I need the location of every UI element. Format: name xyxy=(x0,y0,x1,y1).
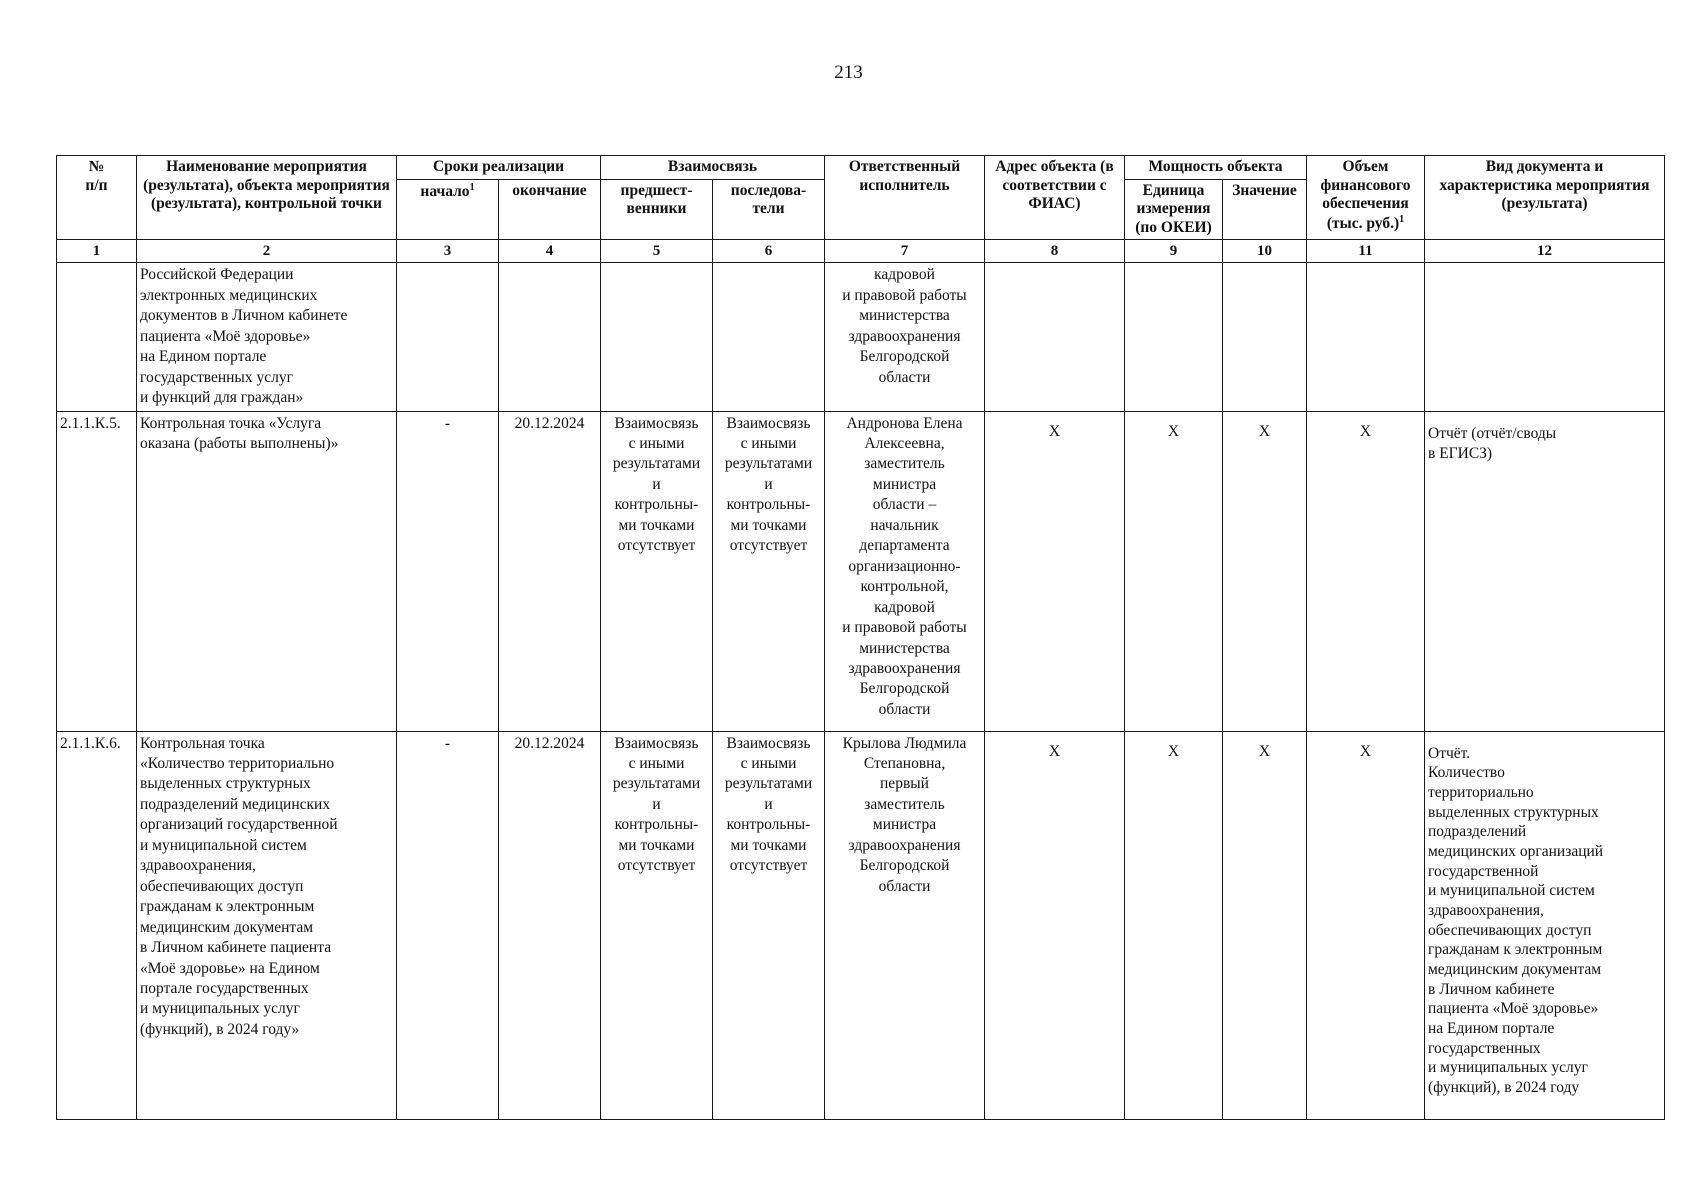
row-address xyxy=(985,263,1125,411)
row-predecessors: Взаимосвязь с иными результатами и контрольны- ми точками отсутствует xyxy=(601,411,713,731)
header-group-link: Взаимосвязь xyxy=(601,156,825,180)
table-row xyxy=(57,411,1665,731)
row-name: Российской Федерации электронных медицинских документов в Личном кабинете пациента «Моё здоровье» на Едином портале государственных услуг и функций для граждан» xyxy=(137,263,397,411)
header-group-dates: Сроки реализации xyxy=(397,156,601,180)
page-number: 213 xyxy=(834,62,863,83)
header-predecessors: предшест- венники xyxy=(601,179,713,240)
row-predecessors xyxy=(601,263,713,411)
row-predecessors: Взаимосвязь с иными результатами и контрольны- ми точками отсутствует xyxy=(601,731,713,1119)
header-unit: Единица измерения (по ОКЕИ) xyxy=(1125,179,1223,240)
row-successors: Взаимосвязь с иными результатами и контрольны- ми точками отсутствует xyxy=(713,411,825,731)
header-row-1 xyxy=(57,156,1665,180)
header-successors: последова- тели xyxy=(713,179,825,240)
row-financing xyxy=(1307,263,1425,411)
header-name: Наименование мероприятия (результата), объекта мероприятия (результата), контрольной точки xyxy=(137,156,397,240)
col-number: 12 xyxy=(1425,240,1665,263)
col-number: 9 xyxy=(1125,240,1223,263)
row-unit: Х xyxy=(1125,731,1223,1119)
row-start xyxy=(397,263,499,411)
header-address: Адрес объекта (в соответствии с ФИАС) xyxy=(985,156,1125,240)
row-value xyxy=(1223,263,1307,411)
table-row xyxy=(57,263,1665,411)
row-successors xyxy=(713,263,825,411)
row-end xyxy=(499,263,601,411)
col-number: 7 xyxy=(825,240,985,263)
row-document: Отчёт (отчёт/своды в ЕГИСЗ) xyxy=(1425,411,1665,731)
row-unit xyxy=(1125,263,1223,411)
row-financing: Х xyxy=(1307,411,1425,731)
col-number: 11 xyxy=(1307,240,1425,263)
header-end: окончание xyxy=(499,179,601,240)
col-number: 5 xyxy=(601,240,713,263)
row-end: 20.12.2024 xyxy=(499,411,601,731)
row-document xyxy=(1425,263,1665,411)
header-document: Вид документа и характеристика мероприятия (результата) xyxy=(1425,156,1665,240)
row-name: Контрольная точка «Количество территориально выделенных структурных подразделений медицинских организаций государственной и муниципальной систем здравоохранения, обеспечивающих доступ гражданам к электронным медицинским документам в Личном кабинете пациента «Моё здоровье» на Едином портале государственных и муниципальных услуг (функций), в 2024 году» xyxy=(137,731,397,1119)
table-row xyxy=(57,731,1665,1119)
col-number: 1 xyxy=(57,240,137,263)
row-responsible: Крылова Людмила Степановна, первый заместитель министра здравоохранения Белгородской области xyxy=(825,731,985,1119)
header-start: начало$^1$ xyxy=(397,179,499,240)
row-value: Х xyxy=(1223,731,1307,1119)
col-number: 10 xyxy=(1223,240,1307,263)
row-financing: Х xyxy=(1307,731,1425,1119)
row-number: 2.1.1.К.5. xyxy=(57,411,137,731)
row-number: 2.1.1.К.6. xyxy=(57,731,137,1119)
column-number-row xyxy=(57,240,1665,263)
col-number: 6 xyxy=(713,240,825,263)
col-number: 4 xyxy=(499,240,601,263)
row-name: Контрольная точка «Услуга оказана (работы выполнены)» xyxy=(137,411,397,731)
row-value: Х xyxy=(1223,411,1307,731)
row-responsible: кадровой и правовой работы министерства здравоохранения Белгородской области xyxy=(825,263,985,411)
row-start: - xyxy=(397,731,499,1119)
row-start: - xyxy=(397,411,499,731)
implementation-plan-table xyxy=(56,155,1665,1120)
header-value: Значение xyxy=(1223,179,1307,240)
row-address: Х xyxy=(985,731,1125,1119)
row-end: 20.12.2024 xyxy=(499,731,601,1119)
col-number: 3 xyxy=(397,240,499,263)
row-number xyxy=(57,263,137,411)
row-document: Отчёт. Количество территориально выделенных структурных подразделений медицинских организаций государственной и муниципальной систем здравоохранения, обеспечивающих доступ гражданам к электронным медицинским документам в Личном кабинете пациента «Моё здоровье» на Едином портале государственных и муниципальных услуг (функций), в 2024 году xyxy=(1425,731,1665,1119)
row-address: Х xyxy=(985,411,1125,731)
header-financing: Объем финансового обеспечения (тыс. руб.)$^1$ xyxy=(1307,156,1425,240)
header-group-power: Мощность объекта xyxy=(1125,156,1307,180)
col-number: 2 xyxy=(137,240,397,263)
row-responsible: Андронова Елена Алексеевна, заместитель министра области – начальник департамента организационно- контрольной, кадровой и правовой работы министерства здравоохранения Белгородской области xyxy=(825,411,985,731)
header-num: № п/п xyxy=(57,156,137,240)
row-unit: Х xyxy=(1125,411,1223,731)
row-successors: Взаимосвязь с иными результатами и контрольны- ми точками отсутствует xyxy=(713,731,825,1119)
header-responsible: Ответственный исполнитель xyxy=(825,156,985,240)
col-number: 8 xyxy=(985,240,1125,263)
